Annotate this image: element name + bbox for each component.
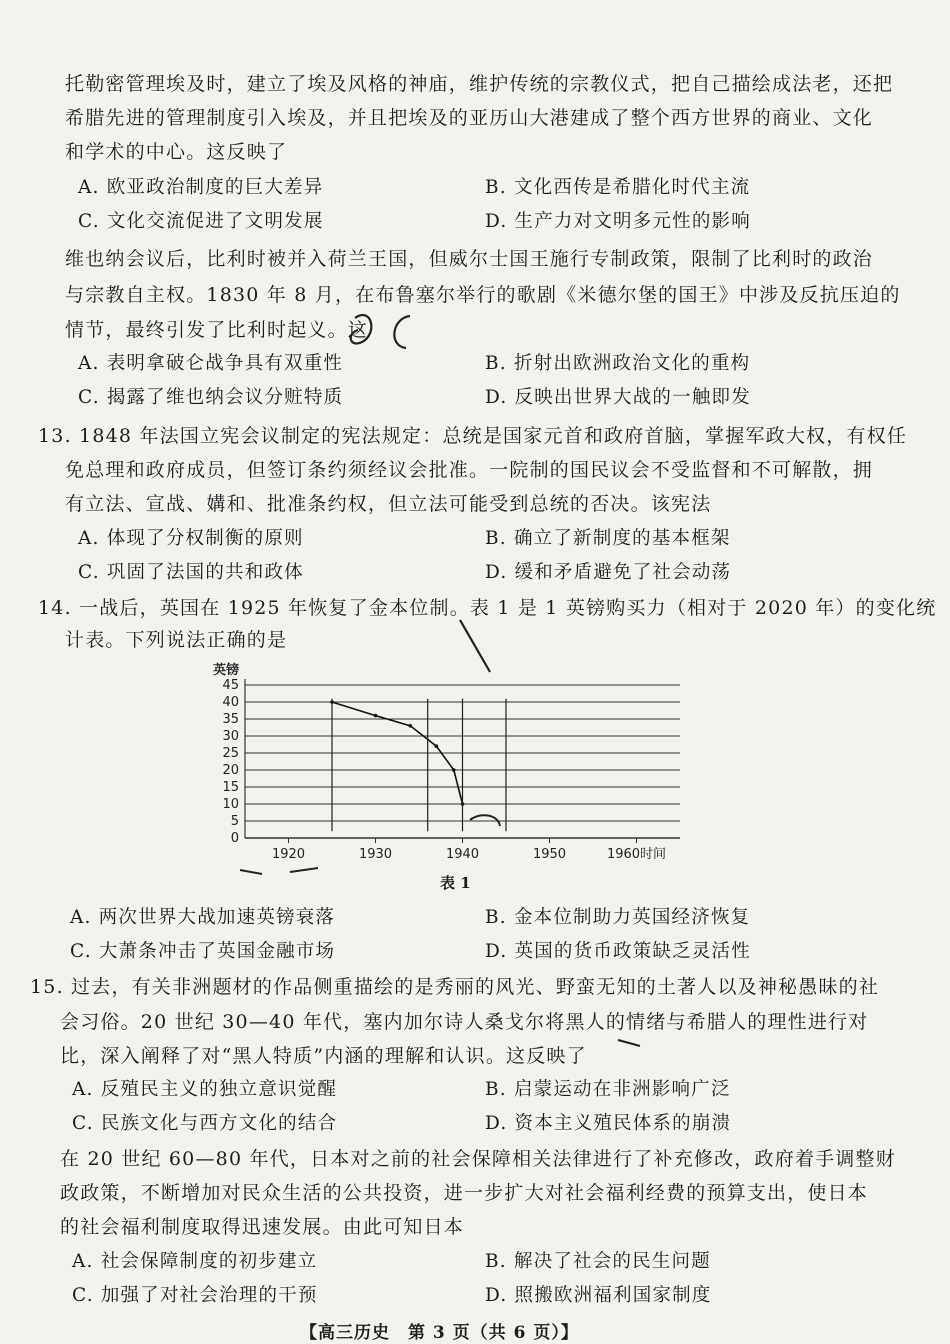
chart-x-ticks <box>272 846 666 862</box>
option-c: C. 民族文化与西方文化的结合 <box>72 1113 338 1134</box>
q16-stem-line: 政政策，不断增加对民众生活的公共投资，进一步扩大对社会福利经费的预算支出，使日本 <box>60 1182 869 1204</box>
q-belgium-stem-line: 情节，最终引发了比利时起义。这 <box>65 319 369 341</box>
x-tick-label: 1930 <box>358 847 393 862</box>
q16-stem-line: 在 20 世纪 60—80 年代，日本对之前的社会保障相关法律进行了补充修改，政府着手调整财 <box>60 1148 896 1170</box>
y-tick-label: 35 <box>222 712 239 727</box>
chart-series <box>330 699 506 832</box>
q13-stem-line: 13. 1848 年法国立宪会议制定的宪法规定：总统是国家元首和政府首脑，掌握军政大权，有权任 <box>38 425 908 447</box>
y-tick-label: 45 <box>222 678 239 693</box>
page-footer: 【高三历史 第 3 页（共 6 页）】 <box>300 1323 579 1343</box>
option-b: B. 启蒙运动在非洲影响广泛 <box>485 1079 731 1100</box>
chart-caption: 表 1 <box>440 874 471 892</box>
q14-stem-line: 14. 一战后，英国在 1925 年恢复了金本位制。表 1 是 1 英镑购买力（相对于 2020 年）的变化统 <box>38 597 937 619</box>
data-point <box>435 744 439 748</box>
option-d: D. 反映出世界大战的一触即发 <box>485 387 751 408</box>
q-prev-stem-line: 和学术的中心。这反映了 <box>65 141 288 163</box>
data-point <box>409 724 413 728</box>
y-tick-label: 20 <box>222 763 239 778</box>
q15-stem-line: 会习俗。20 世纪 30—40 年代，塞内加尔诗人桑戈尔将黑人的情绪与希腊人的理性进行对 <box>60 1011 869 1033</box>
pen-mark <box>618 1040 640 1046</box>
q-prev-stem-line: 希腊先进的管理制度引入埃及，并且把埃及的亚历山大港建成了整个西方世界的商业、文化 <box>65 107 874 129</box>
q-belgium-stem-line: 维也纳会议后，比利时被并入荷兰王国，但威尔士国王施行专制政策，限制了比利时的政治 <box>65 248 874 270</box>
x-tick-label: 1940 <box>445 847 480 862</box>
option-b: B. 折射出欧洲政治文化的重构 <box>485 353 751 374</box>
option-c: C. 揭露了维也纳会议分赃特质 <box>78 387 344 408</box>
y-tick-label: 15 <box>222 780 239 795</box>
pen-mark <box>394 316 410 348</box>
q-belgium-stem-line: 与宗教自主权。1830 年 8 月，在布鲁塞尔举行的歌剧《米德尔堡的国王》中涉及反抗压迫的 <box>65 284 901 306</box>
option-c: C. 巩固了法国的共和政体 <box>78 562 304 583</box>
y-tick-label: 40 <box>222 695 239 710</box>
q15-stem-line: 15. 过去，有关非洲题材的作品侧重描绘的是秀丽的风光、野蛮无知的土著人以及神秘愚昧的社 <box>30 976 880 998</box>
option-c: C. 大萧条冲击了英国金融市场 <box>70 941 336 962</box>
option-c: C. 加强了对社会治理的干预 <box>72 1285 318 1306</box>
option-a: A. 社会保障制度的初步建立 <box>72 1251 318 1272</box>
y-tick-label: 25 <box>222 746 239 761</box>
chart-y-ticks <box>222 678 239 846</box>
option-b: B. 确立了新制度的基本框架 <box>485 528 731 549</box>
option-a: A. 两次世界大战加速英镑衰落 <box>70 907 336 928</box>
y-tick-label: 0 <box>230 831 239 846</box>
y-tick-label: 5 <box>230 814 239 829</box>
x-tick-label: 1960时间 <box>606 847 667 862</box>
q15-stem-line: 比，深入阐释了对“黑人特质”内涵的理解和认识。这反映了 <box>60 1045 587 1067</box>
data-point <box>452 768 456 772</box>
option-a: A. 欧亚政治制度的巨大差异 <box>78 177 324 198</box>
option-d: D. 照搬欧洲福利国家制度 <box>485 1285 712 1306</box>
option-d: D. 缓和矛盾避免了社会动荡 <box>485 562 732 583</box>
option-c: C. 文化交流促进了文明发展 <box>78 211 324 232</box>
chart-y-label: 英镑 <box>213 663 240 678</box>
option-b: B. 文化西传是希腊化时代主流 <box>485 177 751 198</box>
data-point <box>374 714 378 718</box>
option-d: D. 英国的货币政策缺乏灵活性 <box>485 941 751 962</box>
y-tick-label: 10 <box>222 797 239 812</box>
x-tick-label: 1920 <box>271 847 306 862</box>
y-tick-label: 30 <box>222 729 239 744</box>
option-b: B. 金本位制助力英国经济恢复 <box>485 907 751 928</box>
option-a: A. 体现了分权制衡的原则 <box>78 528 304 549</box>
option-d: D. 资本主义殖民体系的崩溃 <box>485 1113 732 1134</box>
option-d: D. 生产力对文明多元性的影响 <box>485 211 751 232</box>
q14-stem-line: 计表。下列说法正确的是 <box>65 629 288 651</box>
x-tick-label: 1950 <box>532 847 567 862</box>
option-a: A. 表明拿破仑战争具有双重性 <box>78 353 344 374</box>
q13-stem-line: 免总理和政府成员，但签订条约须经议会批准。一院制的国民议会不受监督和不可解散，拥 <box>65 459 874 481</box>
option-a: A. 反殖民主义的独立意识觉醒 <box>72 1079 338 1100</box>
purchasing-power-chart <box>205 660 695 890</box>
q16-stem-line: 的社会福利制度取得迅速发展。由此可知日本 <box>60 1216 465 1238</box>
q-prev-stem-line: 托勒密管理埃及时，建立了埃及风格的神庙，维护传统的宗教仪式，把自己描绘成法老，还把 <box>65 73 894 95</box>
q13-stem-line: 有立法、宣战、媾和、批准条约权，但立法可能受到总统的否决。该宪法 <box>65 493 712 515</box>
option-b: B. 解决了社会的民生问题 <box>485 1251 711 1272</box>
